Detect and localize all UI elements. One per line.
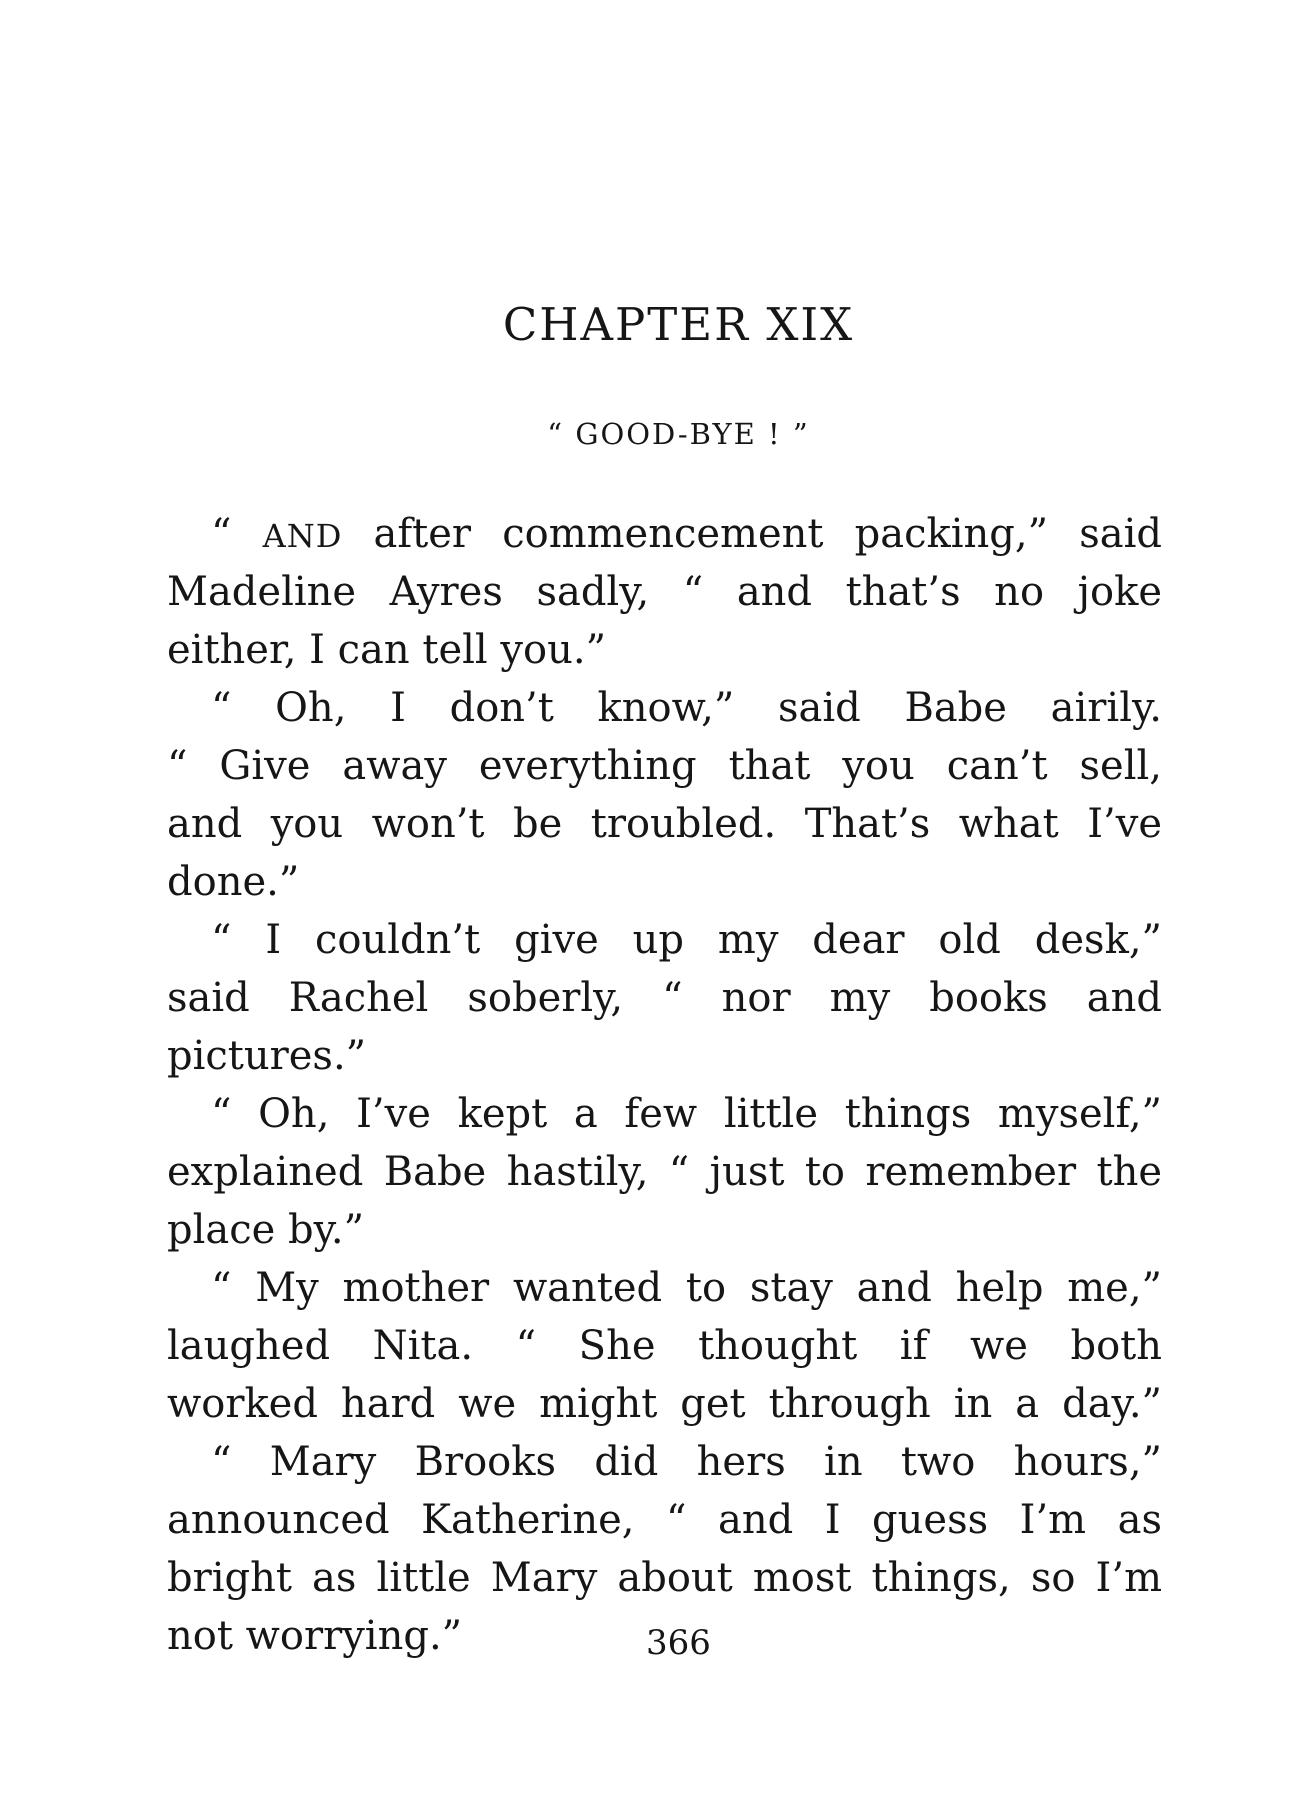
text-line: done.” — [167, 859, 300, 905]
text-line: pictures.” — [167, 1033, 367, 1079]
chapter-title: “ GOOD-BYE ! ” — [547, 417, 810, 451]
text-line: “ My mother wanted to stay and help me,” — [211, 1265, 1162, 1311]
text-line: explained Babe hastily, “ just to remember the — [167, 1149, 1162, 1195]
text-line: not worrying.” — [167, 1613, 463, 1659]
text-line: Madeline Ayres sadly, “ and that’s no joke — [167, 569, 1162, 615]
text-line: announced Katherine, “ and I guess I’m as — [167, 1497, 1162, 1543]
text-line: “ Oh, I don’t know,” said Babe airily. — [211, 685, 1162, 731]
text-line: “ AND after commencement packing,” said — [211, 511, 1162, 557]
text-line: “ Mary Brooks did hers in two hours,” — [211, 1439, 1162, 1485]
text-line: and you won’t be troubled. That’s what I’ve — [167, 801, 1162, 847]
text-line: “ Oh, I’ve kept a few little things myself,” — [211, 1091, 1162, 1137]
text-line: bright as little Mary about most things, so I’m — [167, 1555, 1162, 1601]
opening-smallcaps: AND — [262, 517, 343, 555]
page-number: 366 — [646, 1623, 711, 1663]
text-line: “ Give away everything that you can’t sell, — [167, 743, 1162, 789]
text-line: place by.” — [167, 1207, 365, 1253]
text-line: laughed Nita. “ She thought if we both — [167, 1323, 1162, 1369]
text-line: either, I can tell you.” — [167, 627, 607, 673]
text-line: worked hard we might get through in a day.” — [167, 1381, 1162, 1427]
text-line: said Rachel soberly, “ nor my books and — [167, 975, 1162, 1021]
text-line: “ I couldn’t give up my dear old desk,” — [211, 917, 1162, 963]
body-text — [167, 505, 1162, 1665]
chapter-heading: CHAPTER XIX — [502, 298, 855, 351]
